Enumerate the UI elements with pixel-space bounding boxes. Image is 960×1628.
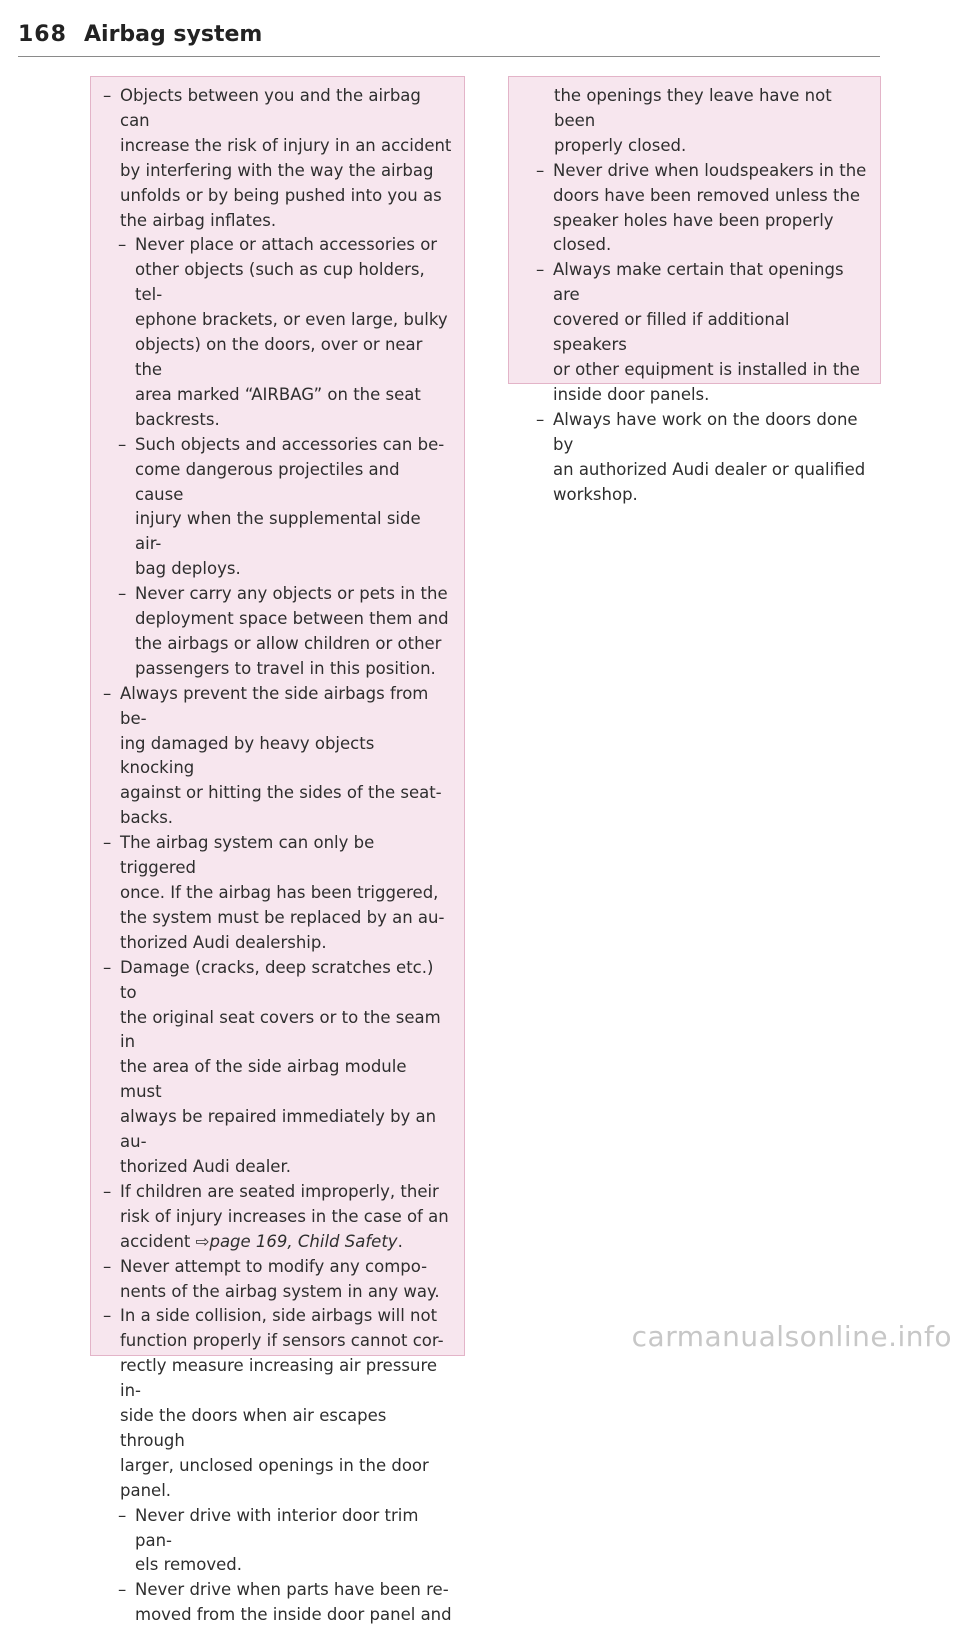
warning-box-right (508, 76, 881, 504)
list-item: – Never attempt to modify any compo- nents of the airbag system in any way. (103, 1255, 452, 1305)
sub-list-item: – Never drive when parts have been re- moved from the inside door panel and (103, 1578, 452, 1628)
sub-list-item: – Such objects and accessories can be- come dangerous projectiles and cause injury when the supplemental side air- bag deploys. (103, 433, 452, 582)
continued-text: the openings they leave have not been properly closed. (554, 86, 832, 155)
warning-box-left (90, 76, 465, 1625)
list-item: – Damage (cracks, deep scratches etc.) to the original seat covers or to the seam in the area of the side airbag module must always be repaired immediately by an au- thorized Audi dealer. (103, 956, 452, 1180)
watermark: carmanualsonline.info (631, 1320, 952, 1353)
item-text: Never drive when loudspeakers in the doors have been removed unless the speaker holes have been properly closed. (553, 160, 867, 255)
sub-list-item: – Always make certain that openings are covered or filled if additional speakers or other equipment is installed in the inside door panels. (521, 258, 868, 407)
page-header (18, 22, 880, 57)
item-text: Never attempt to modify any compo- nents of the airbag system in any way. (120, 1256, 440, 1301)
item-text: Such objects and accessories can be- come dangerous projectiles and cause injury when the supplemental side air- bag deploys. (135, 434, 445, 579)
item-text: Never carry any objects or pets in the deployment space between them and the airbags or allow children or other passengers to travel in this position. (135, 584, 449, 678)
section-title: Airbag system (84, 22, 263, 47)
item-text: Damage (cracks, deep scratches etc.) to the original seat covers or to the seam in the area of the side airbag module must always be repaired immediately by an au- thorized Audi dealer. (120, 957, 441, 1176)
list-item: – If children are seated improperly, their risk of injury increases in the case of an accident ⇨page 169, Child Safety. (103, 1180, 452, 1255)
child-safety-link[interactable]: page 169, Child Safety (209, 1231, 398, 1251)
item-text: If children are seated improperly, their risk of injury increases in the case of an accident ⇨page 169, Child Safety. (120, 1181, 449, 1251)
item-text: Never drive with interior door trim pan- els removed. (135, 1505, 419, 1575)
item-text: The airbag system can only be triggered once. If the airbag has been triggered, the system must be replaced by an au- thorized Audi dealership. (120, 833, 445, 952)
item-text: Always have work on the doors done by an authorized Audi dealer or qualified workshop. (553, 409, 866, 504)
sub-list-item: – Always have work on the doors done by an authorized Audi dealer or qualified workshop. (521, 408, 868, 508)
sub-list-item: – Never carry any objects or pets in the deployment space between them and the airbags or allow children or other passengers to travel in this position. (103, 582, 452, 682)
list-item: – Always prevent the side airbags from be- ing damaged by heavy objects knocking against or hitting the sides of the seat- backs. (103, 682, 452, 831)
item-text: Never drive when parts have been re- moved from the inside door panel and (135, 1580, 452, 1625)
item-text: In a side collision, side airbags will not function properly if sensors cannot cor- rectly measure increasing air pressure in- side the doors when air escapes through larger, unclosed openings in the door panel. (120, 1306, 444, 1500)
list-item: – In a side collision, side airbags will not function properly if sensors cannot cor- rectly measure increasing air pressure in- side the doors when air escapes through larger, unclosed openings in the door panel. (103, 1304, 452, 1503)
item-text: Objects between you and the airbag can increase the risk of injury in an accident by interfering with the way the airbag unfolds or by being pushed into you as the airbag inflates. (120, 86, 452, 230)
list-item: – Objects between you and the airbag can increase the risk of injury in an accident by interfering with the way the airbag unfolds or by being pushed into you as the airbag inflates. (103, 84, 452, 233)
item-text: Always prevent the side airbags from be- ing damaged by heavy objects knocking against or hitting the sides of the seat- backs. (120, 683, 442, 828)
item-text: Never place or attach accessories or other objects (such as cup holders, tel- ephone brackets, or even large, bulky objects) on the doors, over or near the area marked “AIRBAG” on the seat backrests. (135, 235, 448, 429)
page-reference-arrow-icon: ⇨ (195, 1231, 210, 1251)
item-text: Always make certain that openings are covered or filled if additional speakers or other equipment is installed in the inside door panels. (553, 260, 860, 404)
sub-list-item: – Never place or attach accessories or other objects (such as cup holders, tel- ephone brackets, or even large, bulky objects) on the doors, over or near the area marked “AIRBAG” on the seat backrests. (103, 233, 452, 432)
sub-list-item: – Never drive with interior door trim pan- els removed. (103, 1504, 452, 1579)
sub-list-item: – Never drive when loudspeakers in the doors have been removed unless the speaker holes have been properly closed. (521, 159, 868, 259)
list-item: – The airbag system can only be triggered once. If the airbag has been triggered, the system must be replaced by an au- thorized Audi dealership. (103, 831, 452, 956)
page-number: 168 (18, 22, 67, 47)
